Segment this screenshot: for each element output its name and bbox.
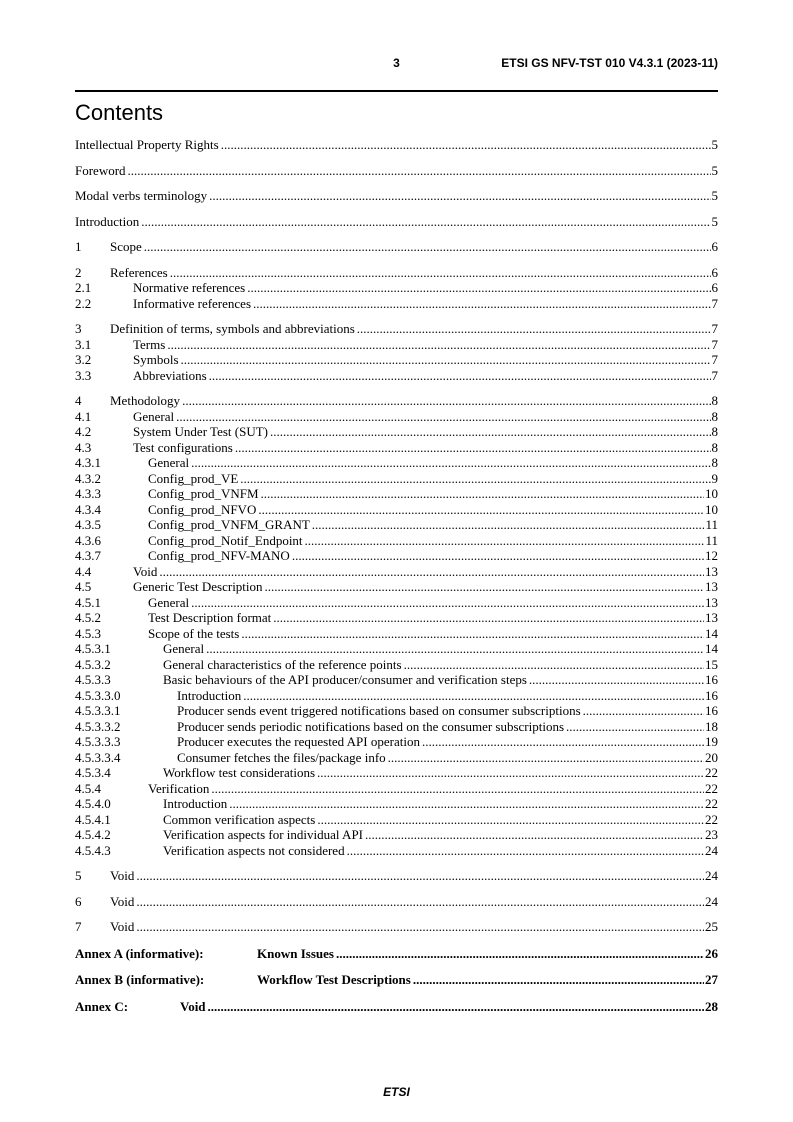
- toc-leader-dots: [413, 972, 704, 988]
- toc-entry-title: Config_prod_VE: [148, 470, 239, 486]
- toc-entry-title: Definition of terms, symbols and abbreviations: [110, 321, 355, 336]
- toc-entry-page: 7: [711, 367, 718, 383]
- toc-leader-dots: [365, 827, 704, 843]
- toc-entry[interactable]: [75, 239, 718, 255]
- toc-entry-title: Void: [110, 868, 135, 883]
- toc-entry-title: General: [148, 594, 190, 610]
- toc-entry[interactable]: [75, 781, 718, 797]
- toc-entry[interactable]: [75, 296, 718, 312]
- toc-entry[interactable]: [75, 424, 718, 440]
- annex-title: Known Issues: [257, 945, 334, 961]
- toc-entry-number: 4.5.3.3.3: [75, 734, 121, 749]
- toc-entry-number: 4.5.4.0: [75, 796, 111, 811]
- toc-entry-title: References: [110, 264, 168, 280]
- toc-entry[interactable]: [75, 734, 718, 750]
- toc-entry[interactable]: [75, 321, 718, 337]
- toc-entry-page: 22: [705, 765, 718, 780]
- toc-entry[interactable]: [75, 455, 718, 471]
- toc-leader-dots: [357, 321, 711, 337]
- toc-entry-title: Scope: [110, 239, 142, 254]
- toc-entry-page: 8: [711, 424, 718, 439]
- toc-entry-number: 4.3.3: [75, 486, 101, 501]
- toc-entry-page: 22: [705, 811, 718, 827]
- toc-entry-number: 3.2: [75, 352, 92, 367]
- toc-entry-number: 4.3.4: [75, 501, 101, 517]
- toc-entry-number: 4.3.7: [75, 548, 101, 563]
- toc-entry[interactable]: [75, 471, 718, 487]
- toc-entry-page: 19: [705, 734, 718, 749]
- toc-entry-title: Modal verbs terminology: [75, 188, 208, 203]
- toc-leader-dots: [312, 517, 705, 533]
- toc-leader-dots: [247, 280, 710, 296]
- toc-entry[interactable]: [75, 188, 718, 204]
- toc-leader-dots: [292, 548, 704, 564]
- toc-entry-title: Config_prod_VNFM: [148, 486, 259, 501]
- toc-entry-page: 8: [711, 393, 718, 408]
- header-page-number: 3: [393, 56, 400, 70]
- toc-entry-title: Workflow test considerations: [163, 765, 316, 780]
- toc-entry-number: 4.5.4.1: [75, 811, 111, 827]
- toc-entry[interactable]: [75, 486, 718, 502]
- toc-entry-number: 3: [75, 321, 82, 336]
- toc-entry-number: 4.5.3: [75, 625, 101, 641]
- toc-leader-dots: [258, 502, 704, 518]
- toc-entry-page: 7: [711, 352, 718, 367]
- toc-entry-title: Test configurations: [133, 439, 233, 455]
- toc-entry-title: System Under Test (SUT): [133, 424, 268, 439]
- toc-leader-dots: [317, 812, 704, 828]
- table-of-contents: [75, 137, 718, 935]
- toc-leader-dots: [388, 750, 704, 766]
- annex-label: Annex B (informative):: [75, 972, 205, 987]
- toc-entry-number: 2: [75, 264, 82, 280]
- toc-entry[interactable]: [75, 812, 718, 828]
- toc-entry-page: 27: [705, 972, 718, 987]
- toc-leader-dots: [583, 703, 704, 719]
- toc-entry-number: 4.3.5: [75, 517, 101, 532]
- toc-leader-dots: [182, 393, 710, 409]
- toc-entry-number: 4.5.4: [75, 780, 101, 796]
- toc-leader-dots: [273, 610, 704, 626]
- toc-entry-title: Verification: [148, 780, 210, 796]
- toc-entry-page: 9: [711, 470, 718, 486]
- toc-entry[interactable]: [75, 280, 718, 296]
- toc-entry-page: 15: [705, 656, 718, 672]
- toc-entry-title: Normative references: [133, 280, 246, 295]
- toc-entry-number: 4.4: [75, 563, 92, 579]
- toc-entry[interactable]: [75, 610, 718, 626]
- toc-entry-title: Scope of the tests: [148, 625, 240, 641]
- toc-entry-title: Producer sends periodic notifications based on the consumer subscriptions: [177, 718, 565, 734]
- toc-entry[interactable]: [75, 163, 718, 179]
- toc-entry-page: 12: [705, 548, 718, 563]
- toc-entry-page: 18: [705, 718, 718, 734]
- toc-entry-number: 4.2: [75, 424, 92, 439]
- toc-leader-dots: [566, 719, 704, 735]
- toc-entry-title: Config_prod_NFV-MANO: [148, 548, 290, 563]
- toc-entry-page: 26: [705, 945, 718, 961]
- toc-leader-dots: [243, 688, 704, 704]
- toc-entry-title: Introduction: [163, 796, 228, 811]
- toc-entry-number: 4.5.3.3: [75, 672, 111, 687]
- toc-entry-page: 8: [711, 439, 718, 455]
- toc-entry-title: Common verification aspects: [163, 811, 316, 827]
- toc-entry[interactable]: [75, 352, 718, 368]
- toc-leader-dots: [347, 843, 704, 859]
- toc-entry-number: 4.5.3.3.1: [75, 703, 121, 718]
- toc-entry[interactable]: [75, 440, 718, 456]
- toc-leader-dots: [529, 672, 704, 688]
- toc-leader-dots: [422, 734, 704, 750]
- toc-entry-title: Test Description format: [148, 610, 272, 625]
- page-title: Contents: [75, 100, 164, 125]
- toc-entry-page: 24: [705, 893, 718, 909]
- toc-entry-title: General characteristics of the reference points: [163, 656, 402, 672]
- toc-entry[interactable]: [75, 641, 718, 657]
- toc-entry-page: 23: [705, 827, 718, 842]
- toc-entry[interactable]: [75, 409, 718, 425]
- toc-entry-title: General: [133, 408, 175, 424]
- toc-leader-dots: [170, 265, 711, 281]
- page-footer: [0, 1085, 793, 1099]
- toc-entry[interactable]: [75, 564, 718, 580]
- toc-entry[interactable]: [75, 843, 718, 859]
- toc-entry-page: 16: [705, 672, 718, 687]
- toc-entry[interactable]: [75, 214, 718, 230]
- toc-entry-page: 7: [711, 336, 718, 352]
- toc-entry-page: 5: [711, 213, 718, 229]
- toc-entry[interactable]: [75, 137, 718, 153]
- annex-title: Void: [180, 998, 206, 1014]
- toc-leader-dots: [270, 424, 711, 440]
- toc-entry-number: 4.5.3.3.2: [75, 718, 121, 734]
- toc-entry[interactable]: [75, 796, 718, 812]
- toc-entry[interactable]: [75, 368, 718, 384]
- toc-leader-dots: [206, 641, 704, 657]
- toc-entry-page: 5: [711, 188, 718, 203]
- toc-leader-dots: [167, 337, 710, 353]
- toc-entry-page: 8: [711, 455, 718, 470]
- toc-entry-page: 14: [705, 641, 718, 656]
- toc-entry-title: Producer sends event triggered notifications based on consumer subscriptions: [177, 703, 581, 718]
- toc-entry-page: 10: [705, 486, 718, 501]
- toc-entry-title: Generic Test Description: [133, 579, 263, 594]
- toc-entry[interactable]: [75, 827, 718, 843]
- toc-entry-title: Intellectual Property Rights: [75, 137, 219, 152]
- toc-entry-title: Introduction: [75, 213, 140, 229]
- toc-entry[interactable]: [75, 719, 718, 735]
- toc-entry-title: Terms: [133, 336, 166, 352]
- toc-entry-number: 4.5.3.3.4: [75, 749, 121, 765]
- toc-leader-dots: [253, 296, 710, 312]
- toc-entry-number: 4.3.6: [75, 532, 101, 548]
- toc-entry-page: 25: [705, 919, 718, 934]
- annex-list: [75, 946, 718, 1015]
- toc-entry-title: Foreword: [75, 162, 126, 178]
- toc-leader-dots: [136, 894, 704, 910]
- toc-leader-dots: [136, 919, 704, 935]
- toc-entry-title: Producer executes the requested API operation: [177, 734, 420, 749]
- toc-entry-page: 13: [705, 610, 718, 625]
- toc-entry-page: 5: [711, 137, 718, 152]
- toc-entry-number: 4.5.3.3.0: [75, 687, 121, 703]
- toc-entry-title: Void: [133, 563, 158, 579]
- toc-entry[interactable]: [75, 894, 718, 910]
- toc-leader-dots: [404, 657, 704, 673]
- toc-entry-page: 7: [711, 295, 718, 311]
- toc-entry[interactable]: [75, 393, 718, 409]
- toc-leader-dots: [141, 214, 710, 230]
- toc-entry[interactable]: [75, 703, 718, 719]
- toc-entry[interactable]: [75, 688, 718, 704]
- toc-entry[interactable]: [75, 517, 718, 533]
- toc-entry-page: 24: [705, 842, 718, 858]
- toc-entry-page: 13: [705, 563, 718, 579]
- toc-entry-number: 4.1: [75, 408, 92, 424]
- toc-entry-page: 16: [705, 703, 718, 718]
- toc-entry-page: 24: [705, 868, 718, 883]
- toc-entry-page: 10: [705, 501, 718, 517]
- toc-leader-dots: [336, 946, 704, 962]
- toc-leader-dots: [144, 239, 711, 255]
- toc-entry-page: 11: [705, 517, 718, 532]
- toc-entry-number: 4.3.2: [75, 470, 101, 486]
- toc-entry-number: 2.2: [75, 295, 92, 311]
- toc-entry-number: 4.5.4.3: [75, 842, 111, 858]
- toc-entry-title: Config_prod_VNFM_GRANT: [148, 517, 310, 532]
- toc-leader-dots: [317, 765, 704, 781]
- toc-leader-dots: [191, 455, 710, 471]
- toc-leader-dots: [191, 595, 704, 611]
- toc-leader-dots: [208, 999, 704, 1015]
- toc-annex-entry[interactable]: [75, 999, 718, 1015]
- toc-leader-dots: [235, 440, 711, 456]
- annex-label: Annex A (informative):: [75, 945, 204, 961]
- toc-leader-dots: [176, 409, 710, 425]
- toc-entry-number: 6: [75, 893, 82, 909]
- toc-entry-page: 6: [711, 239, 718, 254]
- toc-entry-page: 14: [705, 625, 718, 641]
- toc-entry-title: Symbols: [133, 352, 179, 367]
- toc-entry-number: 4.5.4.2: [75, 827, 111, 842]
- header-doc-id: ETSI GS NFV-TST 010 V4.3.1 (2023-11): [501, 56, 718, 70]
- toc-leader-dots: [240, 471, 710, 487]
- toc-entry-title: Informative references: [133, 295, 252, 311]
- toc-entry-number: 4.5: [75, 579, 92, 594]
- toc-leader-dots: [209, 188, 710, 204]
- toc-leader-dots: [221, 137, 711, 153]
- toc-entry[interactable]: [75, 595, 718, 611]
- toc-entry[interactable]: [75, 548, 718, 564]
- toc-entry-title: Void: [110, 893, 135, 909]
- toc-entry-number: 4.5.2: [75, 610, 101, 625]
- toc-leader-dots: [128, 163, 711, 179]
- toc-entry[interactable]: [75, 672, 718, 688]
- annex-title: Workflow Test Descriptions: [257, 972, 411, 987]
- toc-entry-page: 13: [705, 594, 718, 610]
- toc-leader-dots: [265, 579, 704, 595]
- toc-entry-title: Config_prod_Notif_Endpoint: [148, 532, 303, 548]
- toc-entry-page: 22: [705, 780, 718, 796]
- toc-entry-title: Void: [110, 919, 135, 934]
- toc-entry[interactable]: [75, 657, 718, 673]
- toc-entry-page: 6: [711, 280, 718, 295]
- toc-leader-dots: [159, 564, 704, 580]
- toc-entry-page: 20: [705, 749, 718, 765]
- toc-entry[interactable]: [75, 579, 718, 595]
- toc-entry-title: Consumer fetches the files/package info: [177, 749, 386, 765]
- toc-leader-dots: [181, 352, 711, 368]
- toc-entry[interactable]: [75, 533, 718, 549]
- toc-entry-page: 7: [711, 321, 718, 336]
- toc-entry-title: General: [148, 455, 190, 470]
- toc-entry-title: Abbreviations: [133, 367, 207, 383]
- toc-entry-page: 28: [705, 998, 718, 1014]
- toc-entry-number: 4.5.1: [75, 594, 101, 610]
- toc-entry-page: 11: [705, 532, 718, 548]
- toc-entry[interactable]: [75, 265, 718, 281]
- toc-entry-title: General: [163, 641, 205, 656]
- toc-entry[interactable]: [75, 626, 718, 642]
- toc-entry[interactable]: [75, 765, 718, 781]
- toc-entry-number: 4.5.3.1: [75, 641, 111, 656]
- toc-entry-page: 22: [705, 796, 718, 811]
- toc-entry-page: 6: [711, 264, 718, 280]
- toc-entry-title: Verification aspects for individual API: [163, 827, 364, 842]
- toc-entry[interactable]: [75, 868, 718, 884]
- toc-entry-page: 13: [705, 579, 718, 594]
- toc-entry-number: 3.1: [75, 336, 92, 352]
- toc-entry-title: Config_prod_NFVO: [148, 501, 257, 517]
- toc-entry-number: 4.5.3.2: [75, 656, 111, 672]
- toc-entry-number: 1: [75, 239, 82, 254]
- footer-brand: ETSI: [383, 1085, 410, 1099]
- toc-entry-title: Introduction: [177, 687, 242, 703]
- toc-entry-title: Basic behaviours of the API producer/consumer and verification steps: [163, 672, 527, 687]
- annex-label: Annex C:: [75, 998, 129, 1014]
- toc-entry-number: 7: [75, 919, 82, 934]
- toc-entry-page: 5: [711, 162, 718, 178]
- toc-leader-dots: [211, 781, 704, 797]
- toc-annex-entry[interactable]: [75, 972, 718, 988]
- toc-entry[interactable]: [75, 750, 718, 766]
- toc-entry-number: 4.3.1: [75, 455, 101, 470]
- toc-entry-number: 5: [75, 868, 82, 883]
- toc-entry-number: 4: [75, 393, 82, 408]
- toc-entry-page: 16: [705, 687, 718, 703]
- page-body: [75, 0, 718, 1014]
- toc-entry-number: 3.3: [75, 367, 92, 383]
- toc-entry-number: 4.3: [75, 439, 92, 455]
- toc-leader-dots: [305, 533, 705, 549]
- toc-leader-dots: [136, 868, 704, 884]
- toc-entry-title: Methodology: [110, 393, 181, 408]
- toc-entry-title: Verification aspects not considered: [163, 842, 345, 858]
- toc-entry[interactable]: [75, 919, 718, 935]
- toc-leader-dots: [261, 486, 704, 502]
- toc-annex-entry[interactable]: [75, 946, 718, 962]
- toc-entry[interactable]: [75, 337, 718, 353]
- toc-entry-number: 2.1: [75, 280, 92, 295]
- toc-entry[interactable]: [75, 502, 718, 518]
- toc-leader-dots: [209, 368, 711, 384]
- toc-leader-dots: [229, 796, 704, 812]
- toc-leader-dots: [241, 626, 704, 642]
- toc-entry-number: 4.5.3.4: [75, 765, 111, 780]
- toc-entry-page: 8: [711, 408, 718, 424]
